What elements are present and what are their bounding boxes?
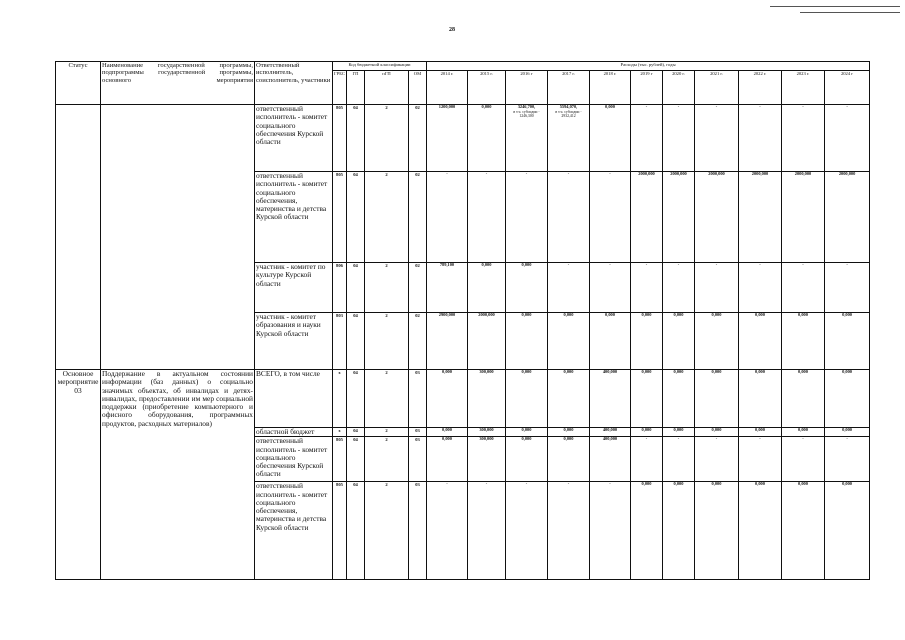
table-row	[56, 105, 870, 172]
header-status: Статус	[56, 62, 101, 105]
subsidy-note: в т.ч. субсидии - 1246,300	[513, 109, 540, 119]
value-cell: 0,000	[506, 370, 548, 428]
value-cell: 0,000	[506, 437, 548, 482]
code-cell: 803	[333, 313, 347, 370]
code-cell: 805	[333, 172, 347, 263]
value-cell: 0,000	[506, 313, 548, 370]
header-year: 2014 г.	[427, 71, 468, 105]
subsidy-note: в т.ч. субсидии - 2932,412	[555, 109, 582, 119]
header-expenses: Расходы (тыс. рублей), годы	[427, 62, 870, 71]
value-cell	[590, 105, 631, 172]
value-cell: 2000,000	[739, 172, 782, 263]
value: 0,000	[481, 104, 492, 109]
responsible-cell: ответственный исполнитель - комитет социального обеспечения, материнства и детства Курской области	[255, 172, 333, 263]
value: 5594,070,	[559, 104, 578, 109]
value-cell: 0,000	[468, 263, 506, 313]
value-cell: 300,000	[468, 370, 506, 428]
value-cell: -	[663, 263, 695, 313]
value-cell	[506, 105, 548, 172]
value-cell: -	[468, 482, 506, 580]
code-cell: 04	[347, 437, 365, 482]
code-cell: x	[333, 428, 347, 437]
value: -	[715, 104, 718, 109]
code-cell: 806	[333, 263, 347, 313]
value-cell: 0,000	[631, 482, 663, 580]
value-cell: -	[825, 437, 870, 482]
value-cell: 0,000	[427, 428, 468, 437]
value-cell: 0,000	[825, 482, 870, 580]
code-cell: 03	[409, 437, 427, 482]
value-cell: -	[695, 437, 739, 482]
code-cell: 805	[333, 105, 347, 172]
code-cell: 2	[365, 437, 409, 482]
code-cell: 2	[365, 370, 409, 428]
responsible-cell: ВСЕГО, в том числе	[255, 370, 333, 428]
code-cell: 02	[409, 313, 427, 370]
code-cell: 805	[333, 437, 347, 482]
value-cell: 0,000	[782, 313, 825, 370]
value-cell: 0,000	[695, 370, 739, 428]
value-cell: 0,000	[548, 428, 590, 437]
value-cell	[739, 105, 782, 172]
responsible-cell: участник - комитет образования и науки Курской области	[255, 313, 333, 370]
header-code-gp: ГП	[347, 71, 365, 105]
value-cell: -	[590, 172, 631, 263]
value-cell: 0,000	[739, 482, 782, 580]
value-cell	[825, 105, 870, 172]
header-year: 2022 г.	[739, 71, 782, 105]
header-year: 2019 г	[631, 71, 663, 105]
value: -	[645, 104, 648, 109]
value-cell: 2000,000	[468, 313, 506, 370]
code-cell: 04	[347, 105, 365, 172]
code-cell: 02	[409, 172, 427, 263]
code-cell: 04	[347, 370, 365, 428]
value-cell: -	[631, 263, 663, 313]
event-name-cell: Поддержание в актуальном состоянии информации (баз данных) о социально значимых объектах, об инвалидах и детях-инвалидах, предоставлении им мер социальной поддержки (приобретение компьютерного и офисного оборудования, программных продуктов, расходных материалов)	[101, 370, 255, 580]
value-cell	[631, 105, 663, 172]
value-cell: 0,000	[663, 370, 695, 428]
value: 0,000	[605, 104, 615, 109]
header-year: 2018 г.	[590, 71, 631, 105]
value-cell: 400,000	[590, 437, 631, 482]
value: -	[759, 104, 761, 109]
value-cell: -	[590, 263, 631, 313]
value-cell: 0,000	[548, 313, 590, 370]
value-cell: -	[739, 263, 782, 313]
value-cell: 0,000	[739, 428, 782, 437]
value-cell: 0,000	[631, 313, 663, 370]
code-cell: 03	[409, 370, 427, 428]
value: -	[846, 104, 848, 109]
value-cell: -	[663, 437, 695, 482]
code-cell: 04	[347, 482, 365, 580]
header-budget-code: Код бюджетной классификации	[333, 62, 427, 71]
value-cell: 0,000	[663, 313, 695, 370]
budget-table	[55, 61, 870, 580]
status-cell-empty	[56, 105, 101, 370]
value-cell: -	[782, 263, 825, 313]
code-cell: 03	[409, 428, 427, 437]
value-cell: -	[548, 263, 590, 313]
value-cell: 0,000	[695, 313, 739, 370]
value-cell: 0,000	[548, 437, 590, 482]
code-cell: 805	[333, 482, 347, 580]
value-cell	[663, 105, 695, 172]
value-cell	[427, 105, 468, 172]
value-cell: 0,000	[825, 370, 870, 428]
value-cell: 2000,000	[825, 172, 870, 263]
value-cell: 0,000	[825, 313, 870, 370]
header-code-om: ОМ	[409, 71, 427, 105]
value-cell: 0,000	[427, 437, 468, 482]
value-cell: 400,000	[590, 428, 631, 437]
value-cell: 400,000	[590, 370, 631, 428]
status-cell: Основное мероприятие 03	[56, 370, 101, 580]
header-year: 2023 г.	[782, 71, 825, 105]
value-cell: 300,000	[468, 428, 506, 437]
header-row-1	[56, 62, 870, 71]
value-cell: 2000,000	[782, 172, 825, 263]
value-cell: 2900,000	[427, 313, 468, 370]
header-responsible: Ответственный исполнитель, соисполнитель, участники	[255, 62, 333, 105]
header-name: Наименование государственной программы, подпрограммы государственной программы, основного мероприятия	[101, 62, 255, 105]
value-cell: 0,000	[695, 482, 739, 580]
value-cell: 300,000	[468, 437, 506, 482]
value-cell: 789,100	[427, 263, 468, 313]
code-cell: 2	[365, 172, 409, 263]
value-cell: 0,000	[631, 370, 663, 428]
header-year: 2024 г	[825, 71, 870, 105]
code-cell: 2	[365, 105, 409, 172]
responsible-cell: ответственный исполнитель - комитет социального обеспечения, материнства и детства Курской области	[255, 482, 333, 580]
responsible-cell: ответственный исполнитель - комитет социального обеспечения Курской области	[255, 105, 333, 172]
page-number: 28	[449, 27, 455, 33]
value-cell: 0,000	[782, 370, 825, 428]
code-cell: 02	[409, 105, 427, 172]
header-year: 2015 г.	[468, 71, 506, 105]
value-cell: 0,000	[548, 370, 590, 428]
value-cell: -	[590, 482, 631, 580]
header-code-pgp: пГП	[365, 71, 409, 105]
code-cell: 04	[347, 263, 365, 313]
value-cell: 0,000	[506, 428, 548, 437]
value-cell: 0,000	[739, 313, 782, 370]
value-cell: 0,000	[695, 428, 739, 437]
value-cell: -	[695, 263, 739, 313]
value-cell: 0,000	[825, 428, 870, 437]
value-cell: 0,000	[506, 263, 548, 313]
value-cell: -	[631, 437, 663, 482]
value-cell: 0,000	[427, 370, 468, 428]
value-cell: -	[825, 263, 870, 313]
code-cell: 04	[347, 172, 365, 263]
value: -	[677, 104, 680, 109]
value-cell	[468, 105, 506, 172]
value-cell: 2000,000	[631, 172, 663, 263]
value-cell: 2000,000	[695, 172, 739, 263]
value-cell: 0,000	[782, 428, 825, 437]
value-cell: 0,000	[663, 428, 695, 437]
value-cell: 0,000	[782, 482, 825, 580]
responsible-cell: ответственный исполнитель - комитет социального обеспечения Курской области	[255, 437, 333, 482]
code-cell: 04	[347, 428, 365, 437]
value-cell: -	[427, 172, 468, 263]
value-cell: 2000,000	[663, 172, 695, 263]
value-cell: 0,000	[663, 482, 695, 580]
table-row	[56, 370, 870, 428]
value-cell	[695, 105, 739, 172]
top-right-rule	[770, 6, 900, 7]
header-code-grbs: ГРБС	[333, 71, 347, 105]
code-cell: x	[333, 370, 347, 428]
value: 3246,700,	[517, 104, 536, 109]
value-cell: -	[468, 172, 506, 263]
value: 1200,000	[438, 104, 456, 109]
value-cell	[782, 105, 825, 172]
code-cell: 02	[409, 263, 427, 313]
code-cell: 2	[365, 263, 409, 313]
value-cell: -	[548, 482, 590, 580]
value-cell: 0,000	[631, 428, 663, 437]
value-cell: -	[506, 172, 548, 263]
value-cell: -	[427, 482, 468, 580]
code-cell: 03	[409, 482, 427, 580]
value-cell: -	[782, 437, 825, 482]
code-cell: 2	[365, 482, 409, 580]
responsible-cell: областной бюджет	[255, 428, 333, 437]
name-cell-empty	[101, 105, 255, 370]
value: -	[802, 104, 804, 109]
value-cell: 0,000	[739, 370, 782, 428]
header-year: 2016 г	[506, 71, 548, 105]
header-year: 2020 г.	[663, 71, 695, 105]
header-year: 2017 г.	[548, 71, 590, 105]
value-cell: -	[739, 437, 782, 482]
value-cell: -	[506, 482, 548, 580]
header-year: 2021 г.	[695, 71, 739, 105]
value-cell: 0,000	[590, 313, 631, 370]
responsible-cell: участник - комитет по культуре Курской области	[255, 263, 333, 313]
code-cell: 04	[347, 313, 365, 370]
value-cell: -	[548, 172, 590, 263]
top-right-rule-short	[800, 12, 900, 13]
code-cell: 2	[365, 313, 409, 370]
code-cell: 2	[365, 428, 409, 437]
value-cell	[548, 105, 590, 172]
